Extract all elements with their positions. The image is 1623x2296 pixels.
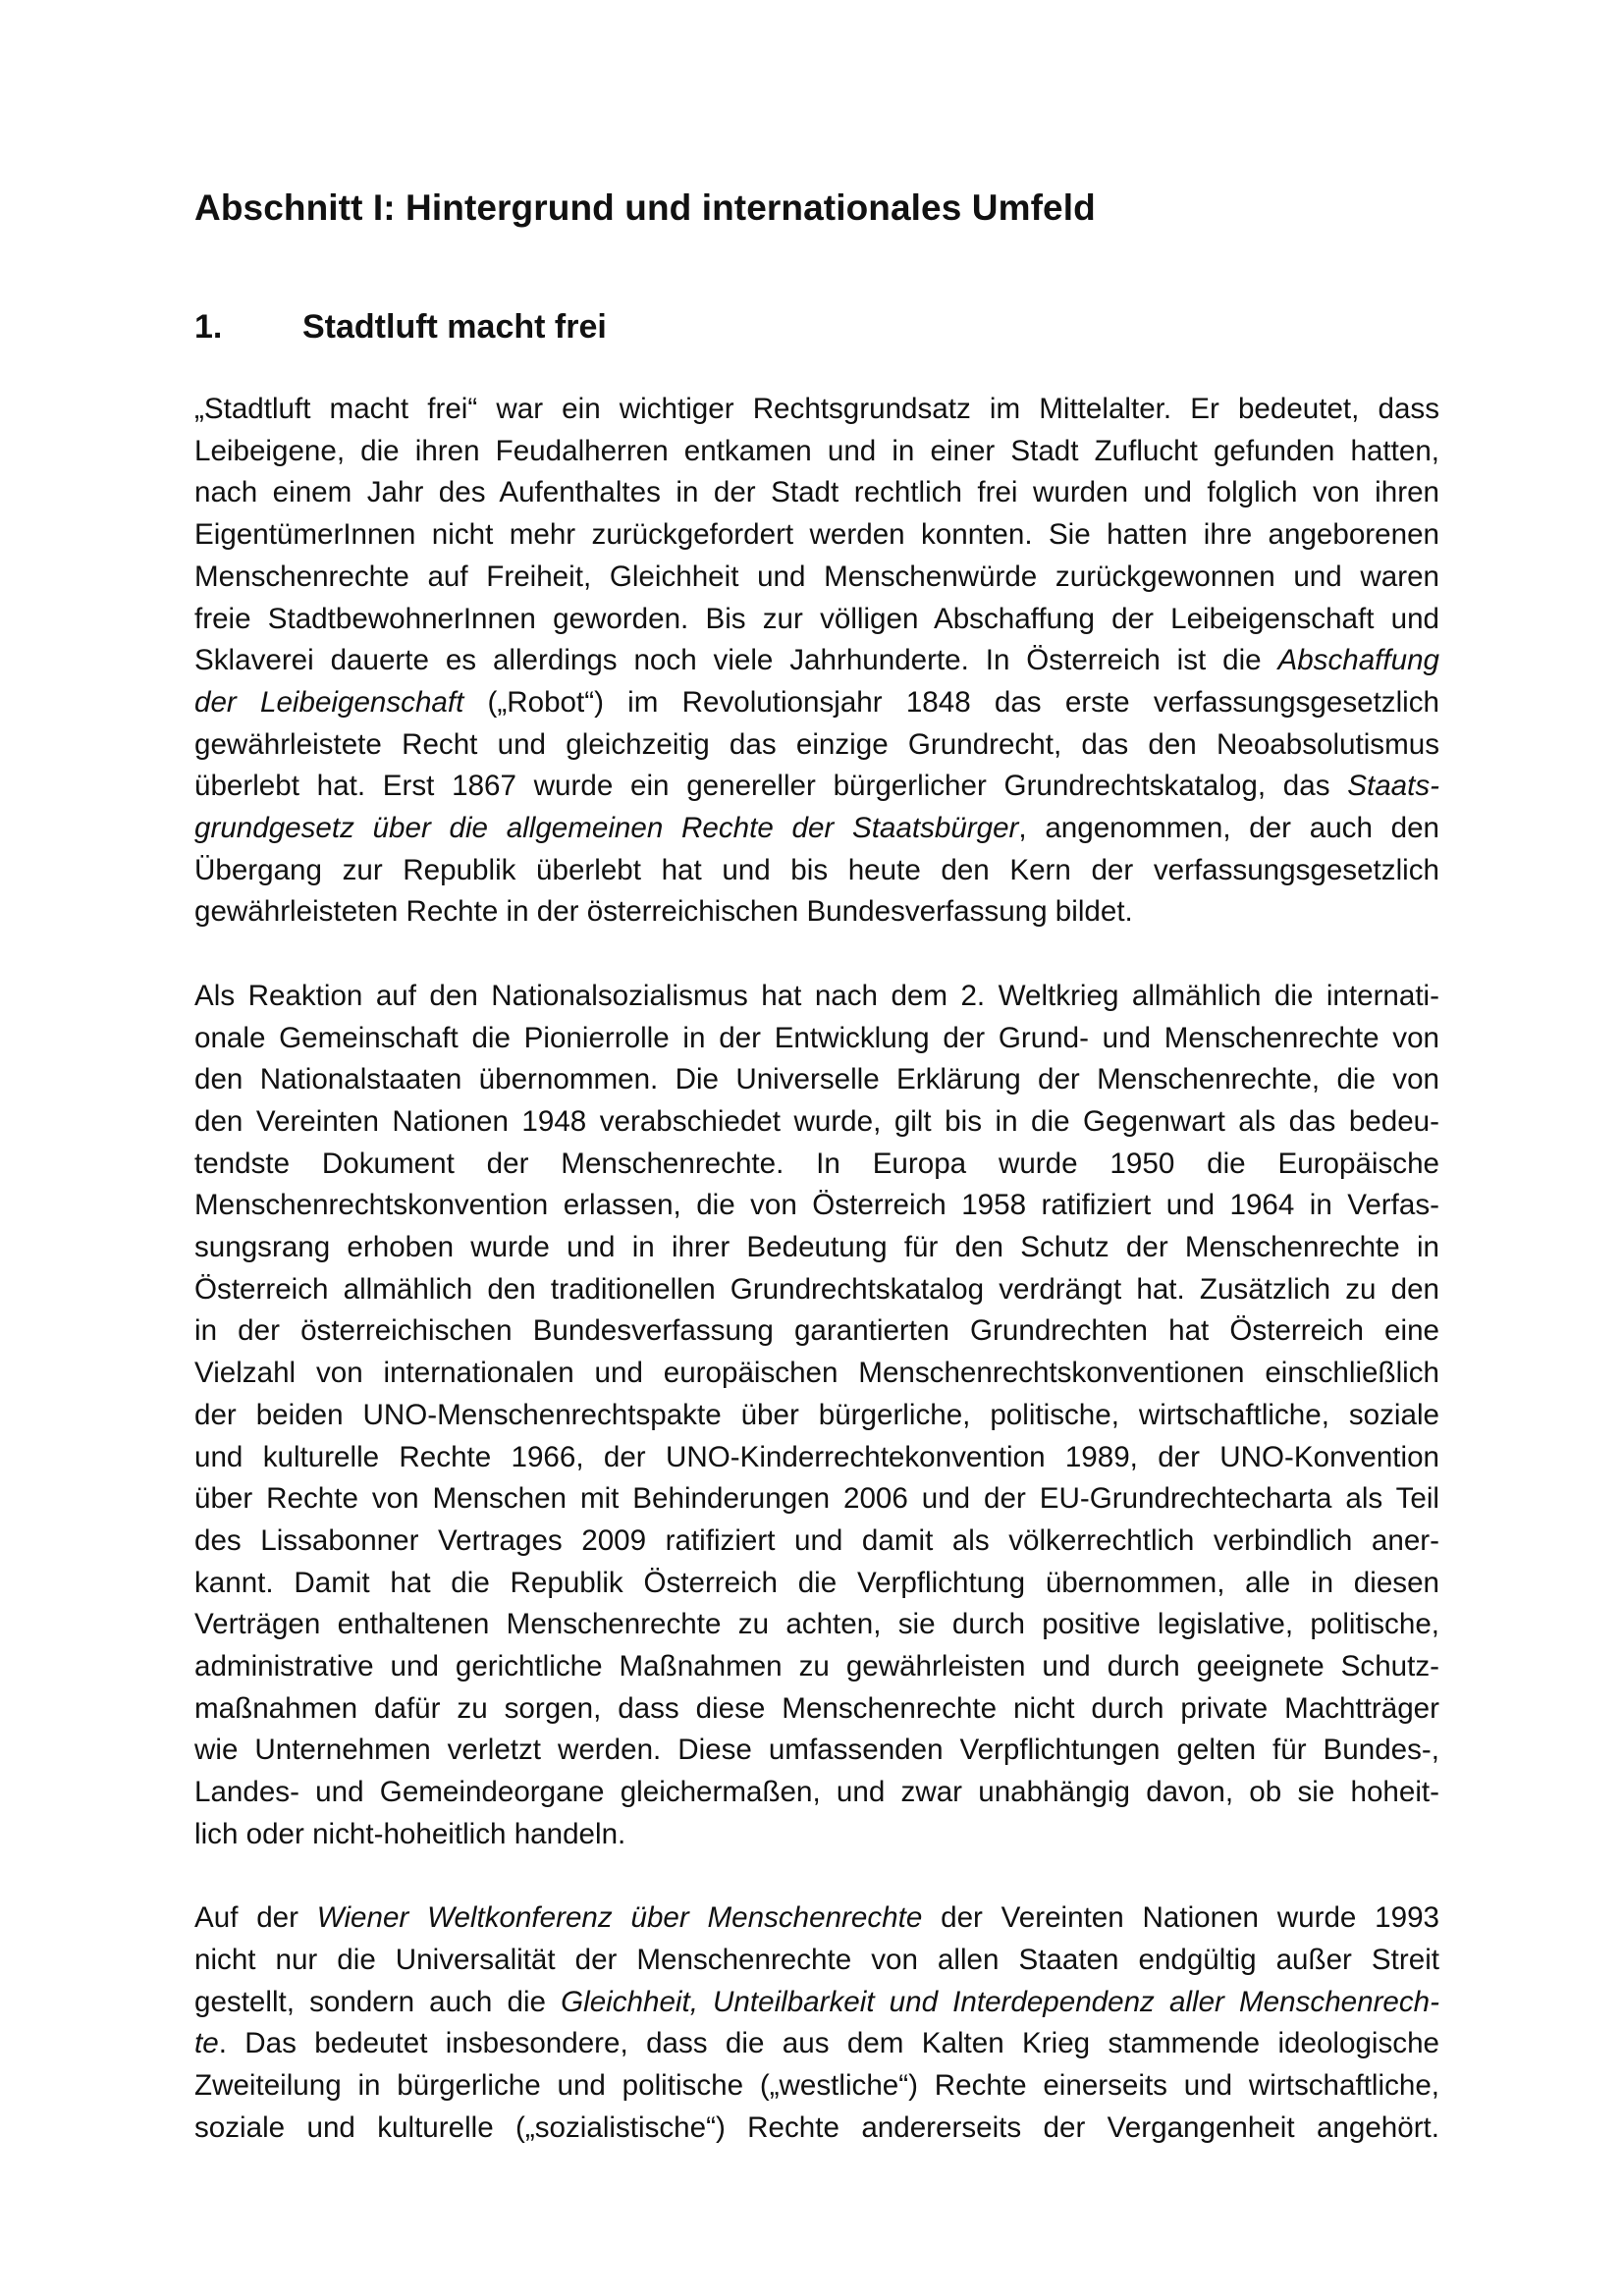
text-line bbox=[194, 891, 1439, 934]
text-line bbox=[194, 1646, 1439, 1688]
italic-text: Wiener Weltkonferenz über Menschenrechte bbox=[316, 1901, 923, 1935]
text-line bbox=[194, 1185, 1439, 1227]
text-line bbox=[194, 1269, 1439, 1311]
text-line bbox=[194, 514, 1439, 557]
text-run: EigentümerInnen nicht mehr zurückgefordert werden konnten. Sie hatten ihre angeborenen bbox=[194, 518, 1439, 552]
text-run: lich oder nicht-hoheitlich handeln. bbox=[194, 1817, 626, 1850]
text-run: gestellt, sondern auch die bbox=[194, 1985, 562, 2018]
text-line bbox=[194, 2023, 1439, 2065]
text-run: des Lissabonner Vertrages 2009 ratifiziert und damit als völkerrechtlich verbindlich aner- bbox=[194, 1523, 1439, 1557]
text-line bbox=[194, 1437, 1439, 1479]
text-run: („Robot“) im Revolutionsjahr 1848 das erste verfassungsgesetzlich bbox=[463, 685, 1439, 719]
text-run: Österreich allmählich den traditionellen Grundrechtskatalog verdrängt hat. Zusätzlich zu den bbox=[194, 1272, 1439, 1306]
text-line bbox=[194, 599, 1439, 641]
text-line bbox=[194, 682, 1439, 724]
text-line bbox=[194, 472, 1439, 514]
text-line bbox=[194, 1478, 1439, 1521]
text-run: . Das bedeutet insbesondere, dass die aus dem Kalten Krieg stammende ideologische bbox=[218, 2027, 1439, 2060]
text-line bbox=[194, 1227, 1439, 1269]
text-line bbox=[194, 1897, 1439, 1940]
text-line bbox=[194, 1353, 1439, 1395]
text-line bbox=[194, 724, 1439, 767]
text-line bbox=[194, 1982, 1439, 2024]
text-line bbox=[194, 1940, 1439, 1982]
text-line bbox=[194, 1688, 1439, 1731]
text-run: wie Unternehmen verletzt werden. Diese umfassenden Verpflichtungen gelten für Bundes-, bbox=[194, 1734, 1439, 1767]
text-line bbox=[194, 1730, 1439, 1772]
section-title: Abschnitt I: Hintergrund und internationales Umfeld bbox=[194, 187, 1096, 228]
text-run: freie StadtbewohnerInnen geworden. Bis zur völligen Abschaffung der Leibeigenschaft und bbox=[194, 602, 1439, 635]
body-text bbox=[194, 389, 1439, 2150]
subsection-title: Stadtluft macht frei bbox=[302, 308, 607, 346]
text-line bbox=[194, 808, 1439, 850]
text-run: gewährleisteten Rechte in der österreichischen Bundesverfassung bildet. bbox=[194, 895, 1133, 929]
text-run: der beiden UNO-Menschenrechtspakte über bürgerliche, politische, wirtschaftliche, soziale bbox=[194, 1398, 1439, 1431]
text-line bbox=[194, 557, 1439, 599]
italic-text: Staats- bbox=[1347, 770, 1439, 803]
text-line bbox=[194, 1059, 1439, 1101]
text-run: onale Gemeinschaft die Pionierrolle in der Entwicklung der Grund- und Menschenrechte von bbox=[194, 1021, 1439, 1054]
paragraph bbox=[194, 389, 1439, 934]
text-line bbox=[194, 1563, 1439, 1605]
text-run: gewährleistete Recht und gleichzeitig das einzige Grundrecht, das den Neoabsolutismus bbox=[194, 727, 1439, 761]
text-run: Leibeigene, die ihren Feudalherren entkamen und in einer Stadt Zuflucht gefunden hatten, bbox=[194, 434, 1439, 467]
text-run: den Vereinten Nationen 1948 verabschiedet wurde, gilt bis in die Gegenwart als das bedeu- bbox=[194, 1104, 1439, 1138]
italic-text: Gleichheit, Unteilbarkeit und Interdependenz aller Menschenrech- bbox=[561, 1985, 1439, 2018]
text-run: kannt. Damit hat die Republik Österreich die Verpflichtung übernommen, alle in diesen bbox=[194, 1566, 1439, 1599]
text-run: der Vereinten Nationen wurde 1993 bbox=[922, 1901, 1440, 1935]
text-line bbox=[194, 976, 1439, 1018]
text-run: „Stadtluft macht frei“ war ein wichtiger Rechtsgrundsatz im Mittelalter. Er bedeutet, dass bbox=[194, 393, 1439, 425]
text-run: Als Reaktion auf den Nationalsozialismus hat nach dem 2. Weltkrieg allmählich die internati- bbox=[194, 979, 1439, 1012]
text-run: Sklaverei dauerte es allerdings noch viele Jahrhunderte. In Österreich ist die bbox=[194, 644, 1278, 677]
text-line bbox=[194, 640, 1439, 682]
text-line bbox=[194, 2108, 1439, 2150]
paragraph bbox=[194, 976, 1439, 1856]
italic-text: grundgesetz über die allgemeinen Rechte der Staatsbürger bbox=[194, 812, 1019, 845]
text-run: Auf der bbox=[194, 1901, 317, 1935]
text-line bbox=[194, 431, 1439, 473]
text-run: Landes- und Gemeindeorgane gleichermaßen, und zwar unabhängig davon, ob sie hoheit- bbox=[194, 1776, 1439, 1809]
text-line bbox=[194, 850, 1439, 892]
text-line bbox=[194, 766, 1439, 808]
italic-text: der Leibeigenschaft bbox=[194, 685, 464, 719]
text-run: Vielzahl von internationalen und europäischen Menschenrechtskonventionen einschließlich bbox=[194, 1357, 1439, 1390]
paragraph bbox=[194, 1897, 1439, 2149]
text-run: überlebt hat. Erst 1867 wurde ein genereller bürgerlicher Grundrechtskatalog, das bbox=[194, 770, 1348, 803]
text-run: den Nationalstaaten übernommen. Die Universelle Erklärung der Menschenrechte, die von bbox=[194, 1063, 1439, 1096]
text-line bbox=[194, 1814, 1439, 1856]
text-line bbox=[194, 1604, 1439, 1646]
italic-text: Abschaffung bbox=[1277, 644, 1439, 677]
text-run: Zweiteilung in bürgerliche und politische („westliche“) Rechte einerseits und wirtschaftliche, bbox=[194, 2069, 1439, 2103]
italic-text: te bbox=[194, 2027, 219, 2060]
text-run: , angenommen, der auch den bbox=[1018, 812, 1439, 845]
text-run: und kulturelle Rechte 1966, der UNO-Kinderrechtekonvention 1989, der UNO-Konvention bbox=[194, 1440, 1439, 1473]
text-line bbox=[194, 1144, 1439, 1186]
text-run: administrative und gerichtliche Maßnahmen zu gewährleisten und durch geeignete Schutz- bbox=[194, 1650, 1439, 1683]
text-run: nicht nur die Universalität der Menschenrechte von allen Staaten endgültig außer Streit bbox=[194, 1943, 1439, 1976]
text-run: sungsrang erhoben wurde und in ihrer Bedeutung für den Schutz der Menschenrechte in bbox=[194, 1231, 1439, 1264]
document-page bbox=[194, 187, 1439, 2191]
text-run: Übergang zur Republik überlebt hat und bis heute den Kern der verfassungsgesetzlich bbox=[194, 853, 1439, 886]
text-run: nach einem Jahr des Aufenthaltes in der Stadt rechtlich frei wurden und folglich von ihren bbox=[194, 476, 1439, 509]
text-run: soziale und kulturelle („sozialistische“) Rechte andererseits der Vergangenheit angehört. bbox=[194, 2110, 1439, 2144]
text-line bbox=[194, 1310, 1439, 1353]
text-run: in der österreichischen Bundesverfassung garantierten Grundrechten hat Österreich eine bbox=[194, 1314, 1439, 1348]
text-run: über Rechte von Menschen mit Behinderungen 2006 und der EU-Grundrechtecharta als Teil bbox=[194, 1482, 1439, 1516]
text-line bbox=[194, 2065, 1439, 2108]
text-line bbox=[194, 1101, 1439, 1144]
text-line bbox=[194, 1018, 1439, 1060]
text-line bbox=[194, 1395, 1439, 1437]
text-line bbox=[194, 1521, 1439, 1563]
text-run: Verträgen enthaltenen Menschenrechte zu achten, sie durch positive legislative, politische, bbox=[194, 1608, 1439, 1641]
text-run: Menschenrechtskonvention erlassen, die von Österreich 1958 ratifiziert und 1964 in Verfas- bbox=[194, 1189, 1439, 1222]
text-line bbox=[194, 389, 1439, 431]
text-run: tendste Dokument der Menschenrechte. In Europa wurde 1950 die Europäische bbox=[194, 1147, 1439, 1180]
text-run: Menschenrechte auf Freiheit, Gleichheit und Menschenwürde zurückgewonnen und waren bbox=[194, 560, 1439, 593]
subsection-heading bbox=[194, 306, 1439, 347]
text-run: maßnahmen dafür zu sorgen, dass diese Menschenrechte nicht durch private Machtträger bbox=[194, 1691, 1439, 1725]
subsection-number: 1. bbox=[194, 308, 223, 346]
text-line bbox=[194, 1772, 1439, 1814]
